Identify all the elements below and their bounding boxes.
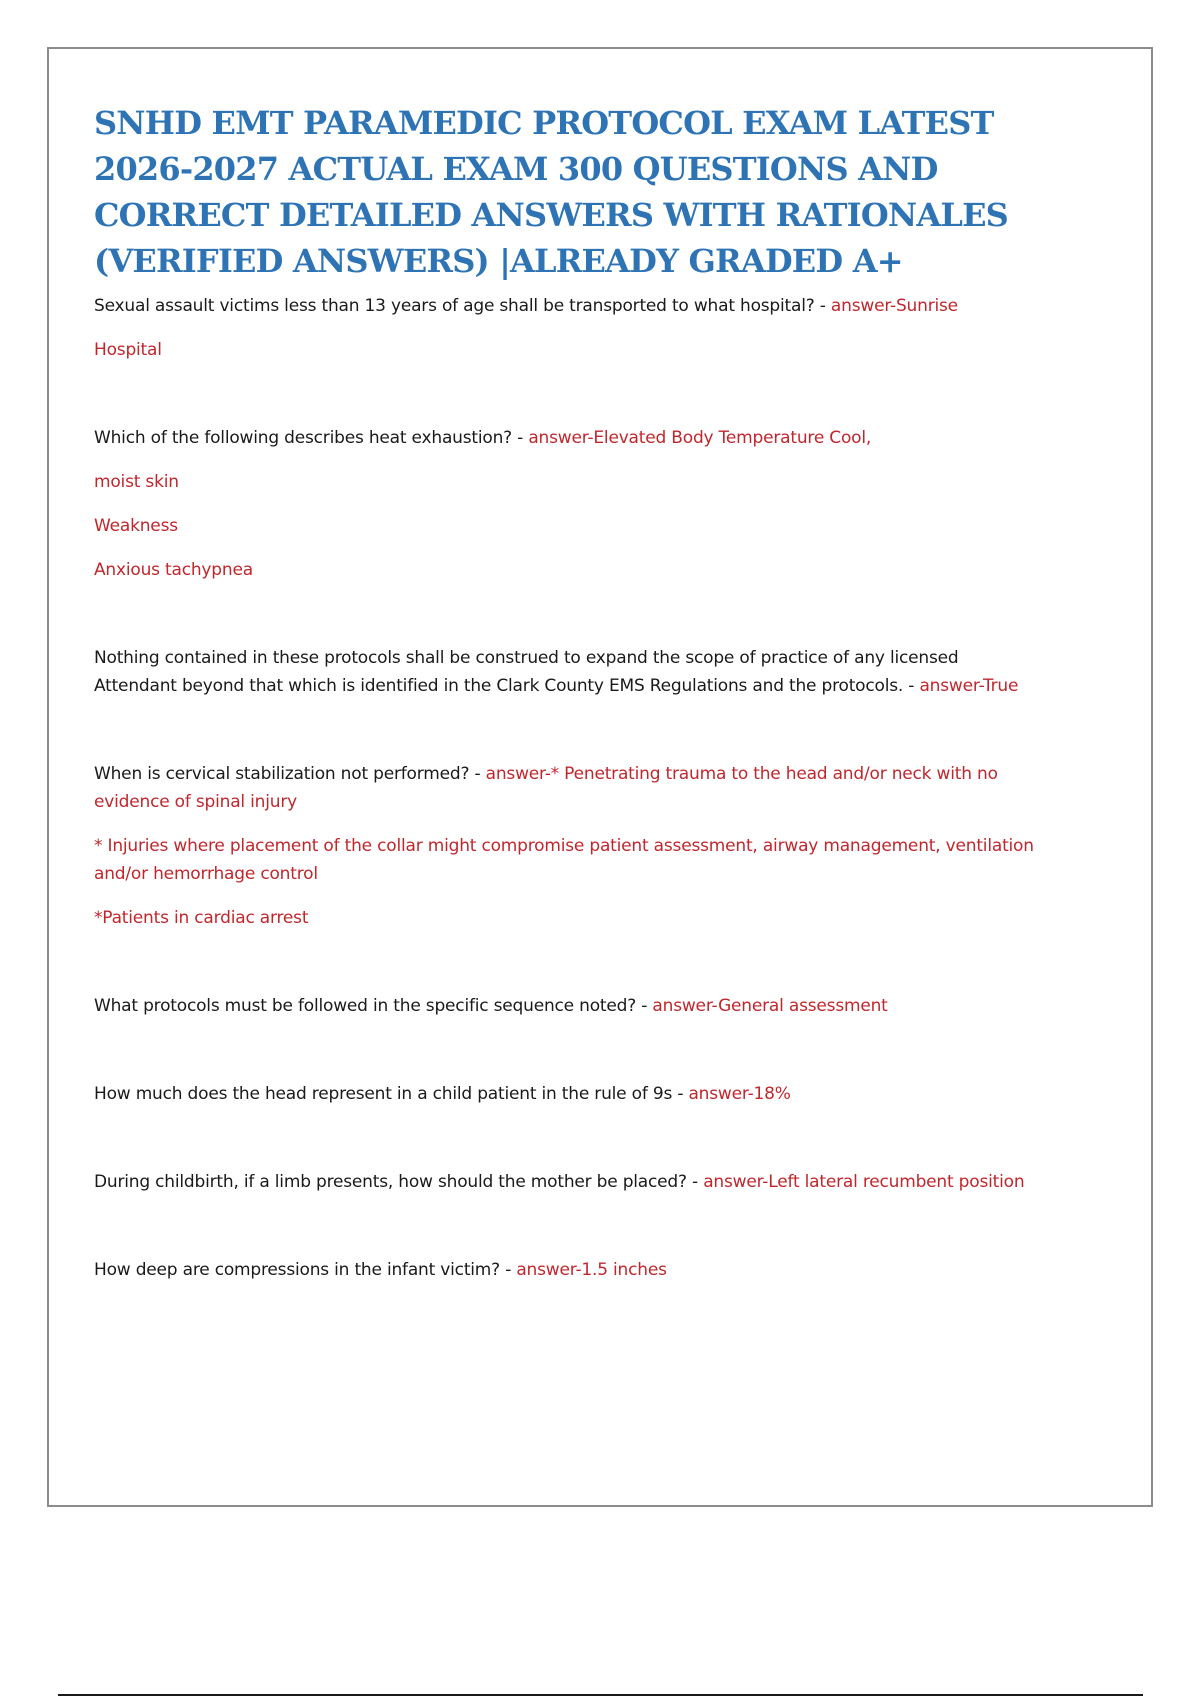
answer-continuation: * Injuries where placement of the collar might compromise patient assessment, airway management, ventilation and/or hemorrhage control [94, 836, 1034, 884]
answer-text: answer-Elevated Body Temperature Cool, [528, 428, 872, 448]
answer-continuation: Weakness [94, 516, 178, 536]
question-text: How deep are compressions in the infant victim? - [94, 1260, 517, 1280]
qa-item [94, 992, 1044, 1020]
answer-text: answer-General assessment [652, 996, 888, 1016]
qa-item [94, 292, 1044, 364]
question-text: Sexual assault victims less than 13 years of age shall be transported to what hospital? - [94, 296, 831, 316]
document-title: SNHD EMT PARAMEDIC PROTOCOL EXAM LATEST 2026-2027 ACTUAL EXAM 300 QUESTIONS AND CORRECT DETAILED ANSWERS WITH RATIONALES (VERIFIED ANSWERS) |ALREADY GRADED A+ [94, 104, 1008, 280]
qa-line [94, 1168, 1044, 1196]
qa-line [94, 992, 1044, 1020]
qa-line [94, 292, 1044, 320]
answer-continuation: Anxious tachypnea [94, 560, 253, 580]
question-text: Which of the following describes heat exhaustion? - [94, 428, 529, 448]
answer-text: answer-18% [688, 1084, 791, 1104]
qa-line [94, 424, 1044, 452]
answer-continuation: moist skin [94, 472, 179, 492]
qa-item [94, 424, 1044, 584]
document-content [94, 100, 1044, 1284]
question-text: During childbirth, if a limb presents, how should the mother be placed? - [94, 1172, 704, 1192]
question-text: Nothing contained in these protocols shall be construed to expand the scope of practice of any licensed Attendant beyond that which is identified in the Clark County EMS Regulations and the protocols. - [94, 648, 959, 696]
qa-item [94, 1080, 1044, 1108]
qa-item [94, 760, 1044, 932]
answer-continuation: *Patients in cardiac arrest [94, 908, 309, 928]
question-text: When is cervical stabilization not performed? - [94, 764, 486, 784]
qa-line [94, 1080, 1044, 1108]
answer-text: answer-Sunrise [830, 296, 958, 316]
answer-text: answer-True [919, 676, 1019, 696]
question-text: What protocols must be followed in the specific sequence noted? - [94, 996, 653, 1016]
qa-item [94, 1256, 1044, 1284]
qa-item [94, 644, 1044, 700]
answer-text: answer-Left lateral recumbent position [703, 1172, 1025, 1192]
answer-text: answer-1.5 inches [516, 1260, 667, 1280]
qa-line [94, 760, 1044, 816]
qa-line [94, 1256, 1044, 1284]
qa-list [94, 292, 1044, 1284]
answer-text: answer-* Penetrating trauma to the head and/or neck with no evidence of spinal injury [94, 764, 998, 812]
answer-continuation: Hospital [94, 340, 162, 360]
question-text: How much does the head represent in a child patient in the rule of 9s - [94, 1084, 689, 1104]
bottom-rule [58, 1694, 1143, 1696]
qa-line [94, 644, 1044, 700]
qa-item [94, 1168, 1044, 1196]
